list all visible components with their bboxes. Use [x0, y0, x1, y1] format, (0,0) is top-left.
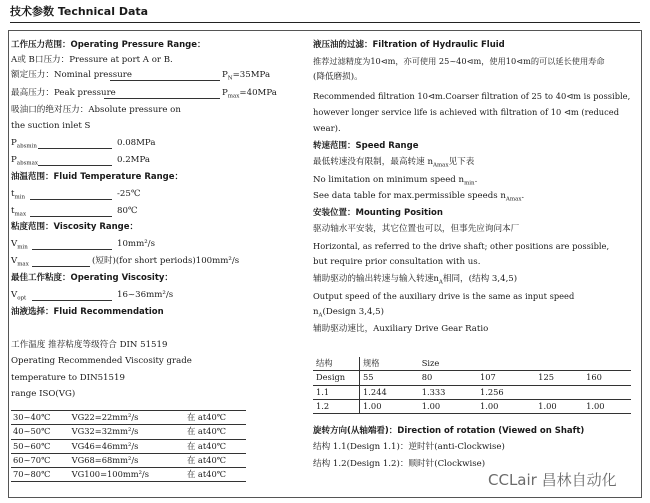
vmin-symbol: $V_{min}$ [11, 239, 28, 251]
title-rule [10, 22, 640, 23]
peak-pressure-label: 最高压力：Peak pressure [11, 88, 116, 98]
table-cell: 1.00 [535, 399, 583, 413]
table-row [11, 453, 246, 467]
recommend-line3: temperature to DIN51519 [11, 373, 125, 383]
port-pressure-line: A或 B口压力：Pressure at port A or B. [11, 55, 173, 65]
nominal-pressure-value: $P_N=35MPa$ [222, 70, 271, 82]
pabs-max-leader [38, 165, 112, 166]
table-cell: 在 at40℃ [185, 411, 246, 425]
filtration-en-line3: wear). [313, 124, 341, 134]
nominal-pressure-label: 额定压力：Nominal pressure [11, 70, 132, 80]
mounting-en-line2: but require prior consultation with us. [313, 257, 481, 267]
viscosity-heading: 粘度范围：Viscosity Range： [11, 222, 138, 232]
table-cell: 1.2 [313, 399, 360, 413]
tmax-symbol: $t_{max}$ [11, 206, 27, 218]
table-cell: 在 at40℃ [185, 468, 246, 482]
optimum-heading: 最佳工作粘度：Operating Viscosity： [11, 273, 173, 283]
viscosity-grade-table [11, 410, 246, 482]
table-cell: VG100=100mm²/s [70, 468, 185, 482]
table-header-cell: 结构 [313, 357, 360, 371]
filtration-cn-line2: (降低磨损)。 [313, 72, 363, 82]
table-row [11, 439, 246, 453]
table-header-cell [477, 357, 535, 371]
table-cell: 在 at40℃ [185, 453, 246, 467]
table-cell: VG32=32mm²/s [70, 425, 185, 439]
pabs-min-leader [38, 148, 112, 149]
recommend-line4: range ISO(VG) [11, 389, 76, 399]
absolute-pressure-line2: the suction inlet S [11, 121, 91, 131]
table-header-row [313, 357, 631, 371]
table-cell: 60~70℃ [11, 453, 70, 467]
table-cell: Design [313, 371, 360, 385]
table-header-cell: Size [421, 358, 440, 368]
table-cell: 160 [583, 371, 631, 385]
table-row [313, 385, 631, 399]
table-cell: 107 [477, 371, 535, 385]
table-cell: 55 [360, 371, 419, 385]
table-row [11, 411, 246, 425]
pabs-max-value: 0.2MPa [117, 155, 150, 165]
table-row [313, 371, 631, 385]
speed-en-line2: See data table for max.permissible speeds $n_{Amax}$. [313, 191, 525, 203]
table-cell: 1.256 [477, 385, 535, 399]
filtration-cn-line1: 推荐过滤精度为10⊲m，亦可使用 25~40⊲m，使用10⊲m的可以延长使用寿命 [313, 56, 605, 66]
vmin-value: 10mm²/s [117, 239, 155, 249]
table-cell: 1.244 [360, 385, 419, 399]
vopt-leader [32, 300, 112, 301]
table-header-cell [583, 357, 631, 371]
table-cell [535, 385, 583, 399]
table-cell: 40~50℃ [11, 425, 70, 439]
pabs-max-symbol: $P_{absmax}$ [11, 155, 39, 167]
pressure-heading: 工作压力范围：Operating Pressure Range： [11, 40, 206, 50]
table-row [11, 468, 246, 482]
table-cell: 70~80℃ [11, 468, 70, 482]
vopt-symbol: $V_{opt}$ [11, 290, 27, 302]
table-header-cell: 规格 [363, 358, 380, 368]
table-cell: 1.333 [419, 385, 477, 399]
fluid-heading: 油液选择：Fluid Recommendation [11, 307, 164, 317]
table-cell: 125 [535, 371, 583, 385]
peak-pressure-value: $P_{max}=40MPa$ [222, 88, 277, 100]
vopt-value: 16~36mm²/s [117, 290, 174, 300]
vmax-symbol: $V_{max}$ [11, 256, 29, 268]
vmax-leader [32, 266, 90, 267]
tmin-leader [30, 199, 112, 200]
table-cell: 在 at40℃ [185, 439, 246, 453]
table-cell: 1.00 [583, 399, 631, 413]
gear-ratio-line: 辅助驱动速比，Auxiliary Drive Gear Ratio [313, 324, 489, 334]
table-row [11, 425, 246, 439]
absolute-pressure-line1: 吸油口的绝对压力：Absolute pressure on [11, 105, 181, 115]
gear-ratio-table [313, 357, 631, 414]
watermark: CCLair 昌林自动化 [488, 471, 617, 489]
table-cell [583, 385, 631, 399]
speed-heading: 转速范围：Speed Range [313, 141, 419, 151]
pabs-min-value: 0.08MPa [117, 138, 156, 148]
filtration-en-line2: however longer service life is achieved with filtration of 10 ⊲m (reduced [313, 107, 620, 117]
mounting-cn-line: 驱动轴水平安装，其它位置也可以，但事先应询问本厂 [313, 224, 520, 234]
nominal-leader [110, 80, 220, 81]
table-cell: 在 at40℃ [185, 425, 246, 439]
temperature-heading: 油温范围：Fluid Temperature Range： [11, 172, 184, 182]
mounting-heading: 安装位置：Mounting Position [313, 208, 443, 218]
table-cell: 1.00 [360, 399, 419, 413]
tmax-leader [30, 216, 112, 217]
table-cell: 1.1 [313, 385, 360, 399]
table-cell: 1.00 [419, 399, 477, 413]
aux-drive-en-line2: $n_A(Design$ 3,4,5) [313, 307, 385, 319]
speed-cn-line: 最低转速没有限制，最高转速 $n_{Amax}$见下表 [313, 157, 475, 169]
page-title: 技术参数 Technical Data [10, 5, 149, 18]
rotation-line1: 结构 1.1(Design 1.1)：逆时针(anti-Clockwise) [313, 442, 505, 452]
vmin-leader [32, 249, 112, 250]
peak-leader [104, 98, 220, 99]
rotation-heading: 旋转方向(从轴端看)：Direction of rotation (Viewed on Shaft) [313, 426, 585, 436]
table-cell: VG46=46mm²/s [70, 439, 185, 453]
vmax-value: (短时)(for short periods)100mm²/s [92, 256, 240, 266]
aux-drive-cn-line: 辅助驱动的输出转速与输入转速$n_A$相同，(结构 3,4,5) [313, 274, 518, 286]
table-cell: VG68=68mm²/s [70, 453, 185, 467]
mounting-en-line1: Horizontal, as referred to the drive shaft; other positions are possible, [313, 241, 610, 251]
recommend-line1: 工作温度 推荐粘度等级符合 DIN 51519 [11, 340, 168, 350]
filtration-en-line1: Recommended filtration 10⊲m.Coarser filtration of 25 to 40⊲m is possible, [313, 91, 631, 101]
table-cell: 30~40℃ [11, 411, 70, 425]
recommend-line2: Operating Recommended Viscosity grade [11, 356, 192, 366]
rotation-line2: 结构 1.2(Design 1.2)：顺时针(Clockwise) [313, 459, 486, 469]
table-cell: 1.00 [477, 399, 535, 413]
table-header-cell [535, 357, 583, 371]
table-row [313, 399, 631, 413]
tmax-value: 80℃ [117, 206, 138, 216]
tmin-value: -25℃ [117, 189, 141, 199]
table-cell: 50~60℃ [11, 439, 70, 453]
aux-drive-en-line1: Output speed of the auxiliary drive is the same as input speed [313, 291, 575, 301]
pabs-min-symbol: $P_{absmin}$ [11, 138, 37, 150]
table-cell: 80 [419, 371, 477, 385]
table-cell: VG22=22mm²/s [70, 411, 185, 425]
speed-en-line1: No limitation on minimum speed $n_{min}$. [313, 175, 478, 187]
tmin-symbol: $t_{min}$ [11, 189, 25, 201]
filtration-heading: 液压油的过滤：Filtration of Hydraulic Fluid [313, 40, 505, 50]
